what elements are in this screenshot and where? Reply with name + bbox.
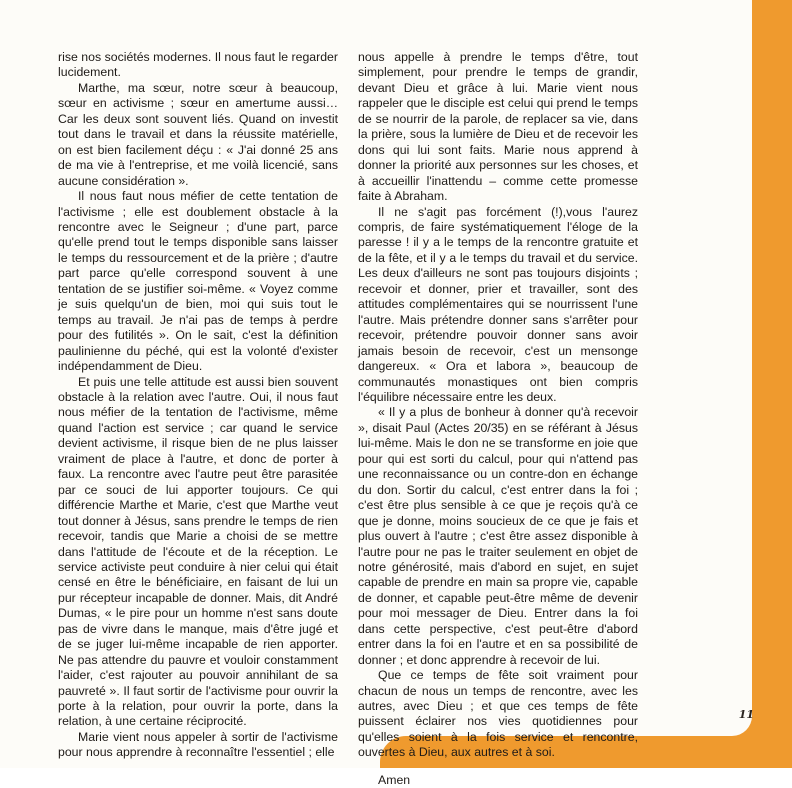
page-number: 11 [738, 708, 754, 721]
paragraph: Marie vient nous appeler à sortir de l'activisme pour nous apprendre à reconnaître l'essentiel ; elle [58, 729, 338, 760]
orange-side-band [752, 0, 792, 768]
paragraph: Et puis une telle attitude est aussi bien souvent obstacle à la relation avec l'autre. Oui, il nous faut nous méfier de la tentation de l'activisme, même quand l'action est service ; car quand le service devient activisme, il risque bien de ne plus laisser vraiment de place à l'autre, et donc de porter à faux. La rencontre avec l'autre peut être parasitée par ce souci de lui apporter toujours. Ce qui différencie Marthe et Marie, c'est que Marthe veut tout donner à Jésus, sans prendre le temps de rien recevoir, tandis que Marie a choisi de se mettre dans l'attitude de l'écoute et de la réception. Le service activiste peut conduire à nier celui qui était censé en être le bénéficiaire, en faisant de lui un pur récepteur incapable de donner. Mais, dit André Dumas, « le pire pour un homme n'est sans doute pas de vivre dans le manque, mais d'être jugé et de se juger lui-même incapable de rien apporter. Ne pas attendre du pauvre et vouloir constamment l'aider, c'est rajouter au pouvoir annihilant de sa pauvreté ». Il faut sortir de l'activisme pour ouvrir la porte à la relation, pour ouvrir la porte, dans la relation, à une certaine réciprocité. [58, 374, 338, 729]
paragraph: Marthe, ma sœur, notre sœur à beaucoup, sœur en activisme ; sœur en amertume aussi… Car les deux sont souvent liés. Quand on investit tout dans le travail et dans la réussite matérielle, on est bien facilement déçu : « J'ai donné 25 ans de ma vie à l'entreprise, et me voilà licencié, sans aucune considération ». [58, 80, 338, 188]
right-text-column [358, 50, 638, 788]
closing-amen: Amen [378, 772, 411, 787]
paragraph: « Il y a plus de bonheur à donner qu'à recevoir », disait Paul (Actes 20/35) en se référant à Jésus lui-même. Mais le don ne se transforme en joie que pour qui est sorti du calcul, pour qui n'attend pas une reconnaissance ou un contre-don en échange du don. Sortir du calcul, c'est entrer dans la foi ; c'est être plus sensible à ce que je reçois qu'à ce que je donne, moins soucieux de ce que je fais et plus ouvert à l'autre ; c'est être assez disponible à l'autre pour ne pas le traiter seulement en objet de notre générosité, mais d'abord en sujet, en sujet capable de prendre en main sa propre vie, capable de donner, et capable peut-être même de devenir pour moi messager de Dieu. Entrer dans la foi dans cette perspective, c'est peut-être d'abord entrer dans la foi en l'autre et en sa possibilité de donner ; et donc apprendre à recevoir de lui. [358, 405, 638, 667]
paragraph: Il nous faut nous méfier de cette tentation de l'activisme ; elle est doublement obstacle à la rencontre avec le Seigneur ; d'une part, parce qu'elle prend tout le temps disponible sans laisser le temps du ressourcement et de la prière ; d'autre part parce qu'elle correspond souvent à une tentation de se justifier soi-même. « Voyez comme je suis quelqu'un de bien, moi qui suis tout le temps au travail. Je n'ai pas de temps à perdre pour des futilités ». On le sait, c'est la définition paulinienne du péché, qui est la volonté d'exister indépendamment de Dieu. [58, 189, 338, 374]
paragraph: nous appelle à prendre le temps d'être, tout simplement, pour prendre le temps de grandir, devant Dieu et grâce à lui. Marie vient nous rappeler que le disciple est celui qui prend le temps de se nourrir de la parole, de replacer sa vie, dans la prière, sous la lumière de Dieu et de recevoir les dons qui lui sont faits. Marie nous apprend à donner la priorité aux personnes sur les choses, et à accueillir l'inattendu – comme cette promesse faite à Abraham. [358, 50, 638, 204]
paragraph: rise nos sociétés modernes. Il nous faut le regarder lucidement. [58, 50, 338, 80]
paragraph: Que ce temps de fête soit vraiment pour chacun de nous un temps de rencontre, avec les autres, avec Dieu ; et que ces temps de fête puissent éclairer nos vies quotidiennes pour qu'elles soient à la fois service et rencontre, ouvertes à Dieu, aux autres et à soi. [358, 668, 638, 760]
left-text-column [58, 50, 338, 761]
paragraph: Il ne s'agit pas forcément (!),vous l'aurez compris, de faire systématiquement l'éloge de la paresse ! il y a le temps de la rencontre gratuite et de la fête, et il y a le temps du travail et du service. Les deux d'ailleurs ne sont pas toujours disjoints ; recevoir et donner, prier et travailler, sont des attitudes complémentaires qui se nourrissent l'une l'autre. Mais prétendre donner sans s'arrêter pour recevoir, prétendre pouvoir donner sans avoir jamais besoin de recevoir, c'est un mensonge dangereux. « Ora et labora », beaucoup de communautés monastiques ont bien compris l'équilibre nécessaire entre les deux. [358, 204, 638, 404]
